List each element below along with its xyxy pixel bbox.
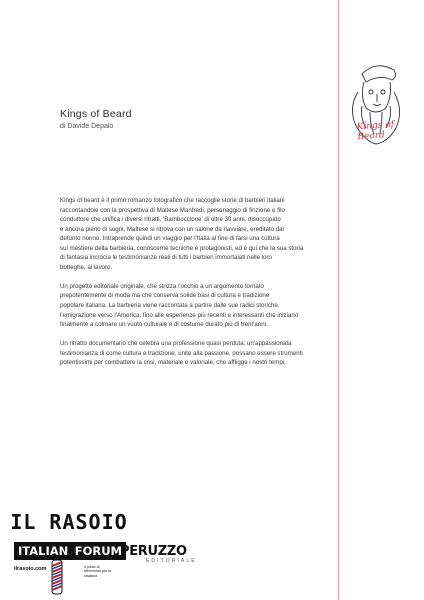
paragraph: Un progetto editoriale originale, che strizza l'occhio a un argomento tornato prepotentemente di moda ma che conserva solide basi di cultura e tradizione popolare italiana. La barbieria viene raccontata a partire dalle sue radici storiche, l'emigrazione verso l'America, fino alle esperienze più recenti e interessanti che iniziano finalmente a colmare un vuoto culturale e di costume durato più di trent'anni. (60, 282, 299, 329)
page-title: Kings of Beard (60, 108, 132, 120)
paragraph: Kings of beard è il primo romanzo fotografico che raccoglie storie di barbieri italiani raccontandole con la prospettiva di Maltese Manfredi, personaggio di finzione e filo conduttore che unifica i diversi ritratti. 'Bamboccione' di oltre 30 anni, disoccupato e ancora pieno di sogni, Maltese si ritrova con un salone da riavviare, ereditato dal defunto nonno. Intraprende quindi un viaggio per l'Italia al fine di farsi una cultura sul mestiere della barbieria, conoscerne tecniche e protagonisti, ed è qui che la sua storia di fantasia incrocia le testimonianze reali di tutti i barbieri immortalati nelle loro botteghe, al lavoro. (60, 197, 304, 271)
publisher-logo: PERUZZO (120, 544, 187, 559)
banner-left: ITALIAN (18, 544, 69, 558)
barber-pole-icon (51, 558, 63, 596)
margin-line (338, 0, 339, 600)
author-line: di Davide Depalo (60, 123, 114, 130)
publisher-subtitle: EDITORIALE (146, 558, 197, 564)
rasoio-logo-title: IL RASOIO (10, 510, 128, 534)
body-text (60, 196, 332, 377)
rasoio-site: ilrasoio.com (14, 566, 47, 572)
rasoio-tagline: il punto di riferimento per la rasatura (84, 565, 111, 578)
logo-script-text: Kings of Beard (356, 119, 395, 143)
rasoio-banner (14, 542, 126, 560)
banner-right: FORUM (74, 544, 122, 558)
bearded-lion-icon (340, 52, 412, 164)
paragraph: Un ritratto documentario che celebra una professione quasi perduta; un'appassionata testimonianza di come cultura e tradizione, unite alla passione, possano essere strumenti potentissimi per combattere la crisi, materiale e valoriale, che affligge i nostri tempi. (60, 340, 303, 367)
